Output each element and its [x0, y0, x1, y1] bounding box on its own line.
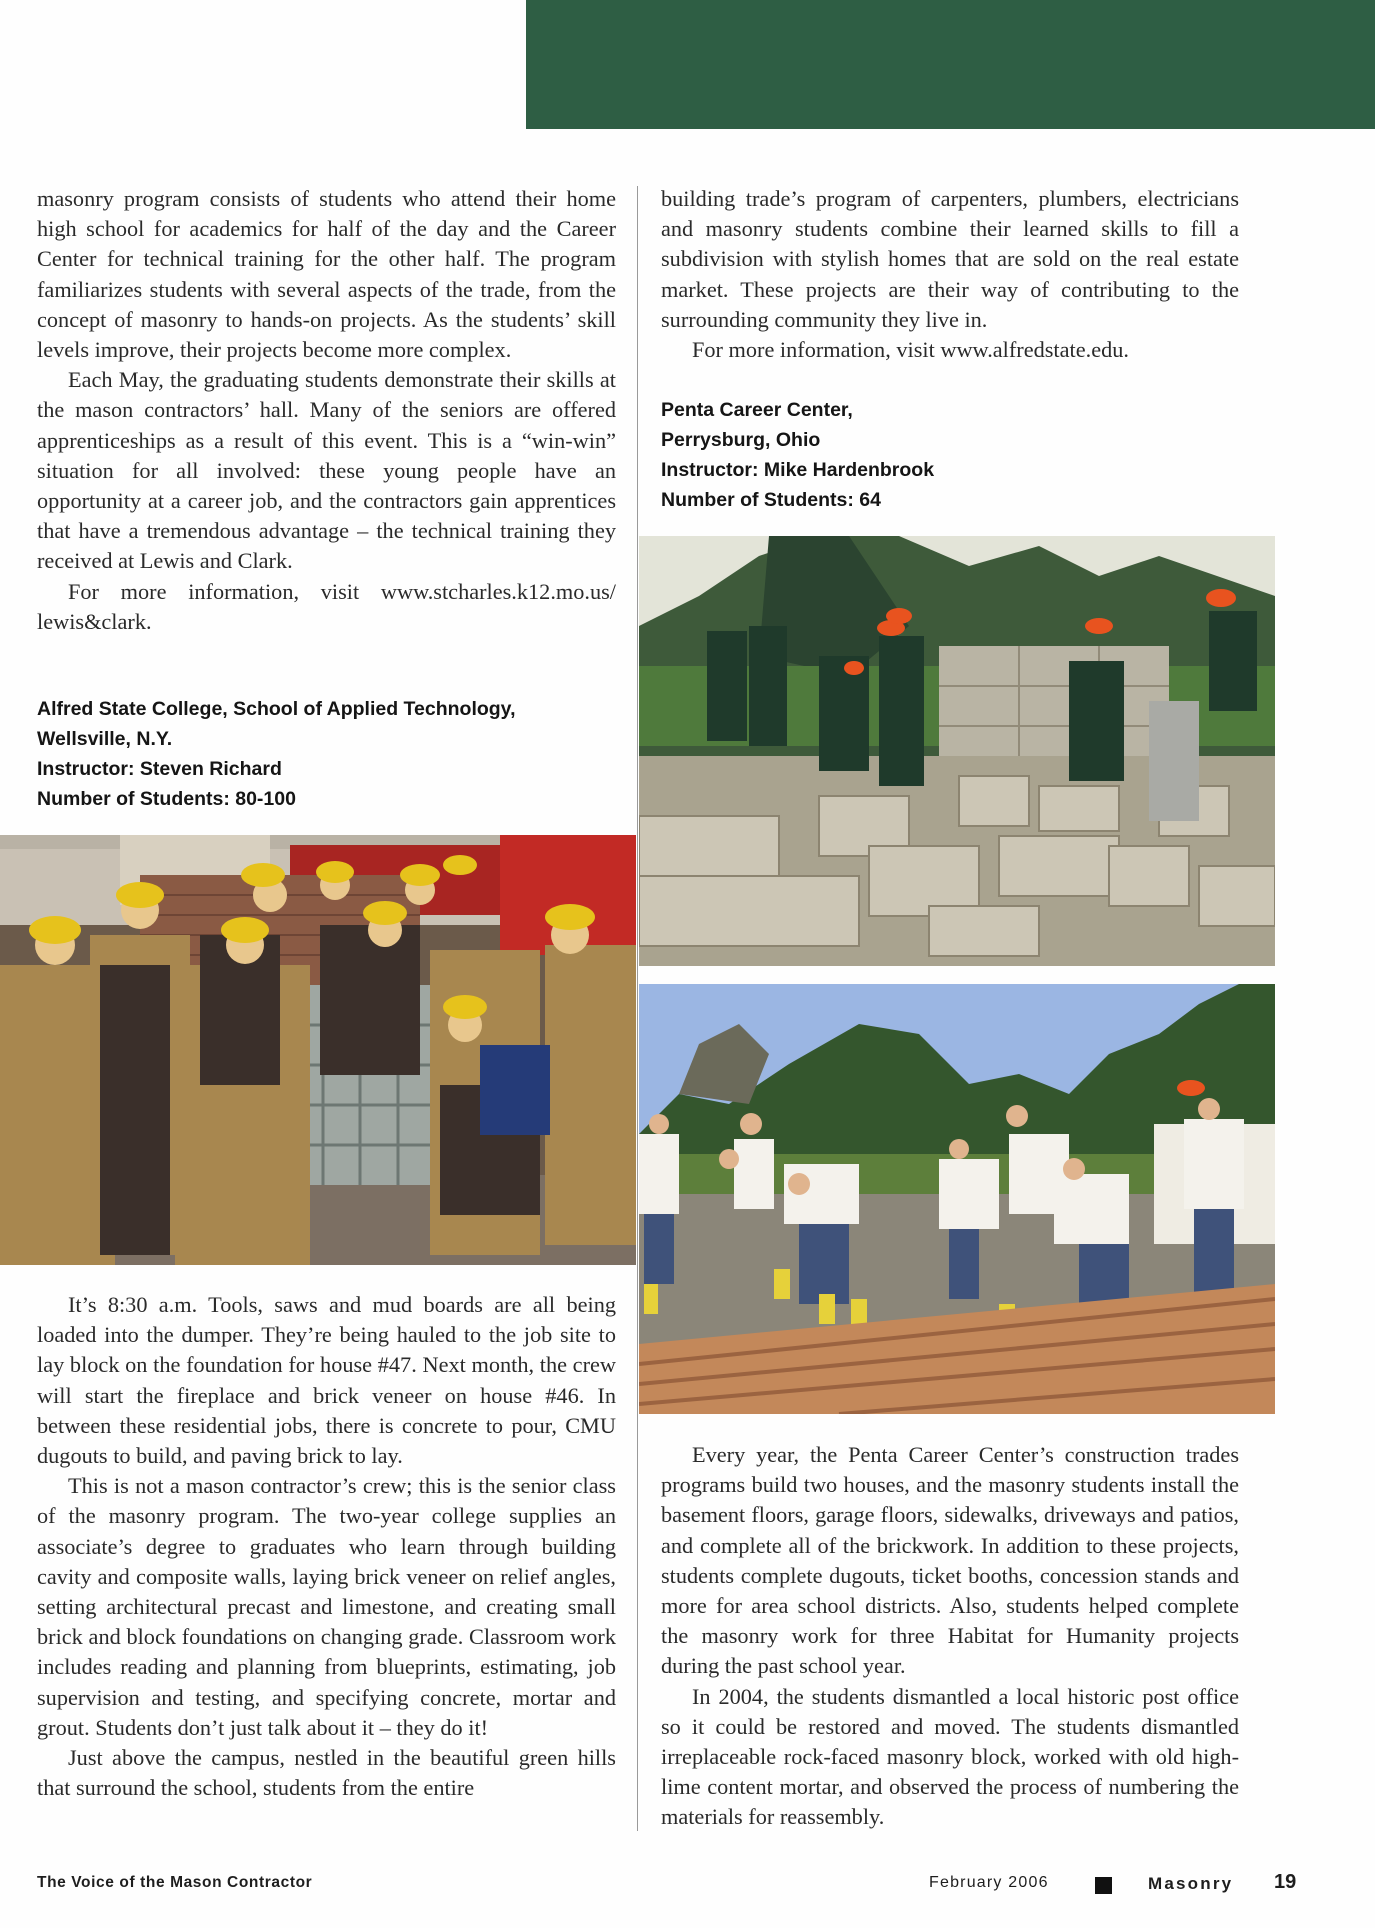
column-divider — [637, 186, 638, 1831]
heading-line: Alfred State College, School of Applied Technology, — [37, 698, 516, 720]
paragraph: For more information, visit www.stcharles.k12.mo.us/ lewis&clark. — [37, 578, 616, 634]
left-column-top-text — [37, 184, 616, 637]
paragraph: Just above the campus, nestled in the beautiful green hills that surround the school, students from the entire — [37, 1745, 616, 1801]
paragraph: Each May, the graduating students demonstrate their skills at the mason contractors’ hall. Many of the seniors are offered apprenticeships as a result of this event. This is a “win-win” situation for all involved: these young people have an opportunity at a career job, and the contractors gain apprentices that have a tremendous advantage – the technical training they received at Lewis and Clark. — [37, 367, 616, 574]
penta-concrete-finishing-photo — [639, 984, 1275, 1414]
paragraph: building trade’s program of carpenters, plumbers, electricians and masonry students combine their learned skills to fill a subdivision with stylish homes that are sold on the real estate market. These projects are their way of contributing to the surrounding community they live in. — [661, 186, 1239, 332]
penta-dismantling-block-photo — [639, 536, 1275, 966]
paragraph: For more information, visit www.alfredstate.edu. — [692, 337, 1129, 363]
alfred-class-group-photo — [0, 835, 636, 1265]
left-column-bottom-text — [37, 1290, 616, 1803]
alfred-state-heading — [37, 694, 516, 814]
paragraph: This is not a mason contractor’s crew; this is the senior class of the masonry program. The two-year college supplies an associate’s degree to graduates who learn through building cavity and composite walls, laying brick veneer on relief angles, setting architectural precast and limestone, and creating small brick and block foundations on changing grade. Classroom work includes reading and planning from blueprints, estimating, job supervision and testing, and specifying concrete, mortar and grout. Students don’t just talk about it – they do it! — [37, 1473, 616, 1740]
page-number: 19 — [1274, 1871, 1297, 1893]
heading-line: Number of Students: 64 — [661, 489, 881, 511]
penta-career-center-heading — [661, 395, 934, 515]
paragraph: masonry program consists of students who attend their home high school for academics for half of the day and the Career Center for technical training for the other half. The program familiarizes students with several aspects of the trade, from the concept of masonry to hands-on projects. As the students’ skill levels improve, their projects become more complex. — [37, 186, 616, 363]
right-column-top-text — [661, 184, 1239, 365]
paragraph: In 2004, the students dismantled a local historic post office so it could be restored and moved. The students dismantled irreplaceable rock-faced masonry block, worked with old high-lime content mortar, and observed the process of numbering the materials for reassembly. — [661, 1683, 1239, 1830]
right-column-bottom-text — [661, 1440, 1239, 1833]
header-color-band — [526, 0, 1375, 129]
footer-tagline: The Voice of the Mason Contractor — [37, 1874, 313, 1891]
footer-square-bullet — [1095, 1877, 1112, 1894]
footer-issue-date: February 2006 — [929, 1874, 1049, 1891]
heading-line: Penta Career Center, — [661, 399, 853, 421]
paragraph: Every year, the Penta Career Center’s construction trades programs build two houses, and the masonry students install the basement floors, garage floors, sidewalks, driveways and patios, and complete all of the brickwork. In addition to these projects, students complete dugouts, ticket booths, concession stands and more for area school districts. Also, students helped complete the masonry work for three Habitat for Humanity projects during the past school year. — [661, 1442, 1239, 1679]
heading-line: Perrysburg, Ohio — [661, 429, 821, 451]
heading-line: Wellsville, N.Y. — [37, 728, 173, 750]
heading-line: Instructor: Mike Hardenbrook — [661, 459, 935, 481]
heading-line: Number of Students: 80-100 — [37, 788, 296, 810]
heading-line: Instructor: Steven Richard — [37, 758, 282, 780]
footer-magazine-name: Masonry — [1148, 1874, 1234, 1893]
paragraph: It’s 8:30 a.m. Tools, saws and mud boards are all being loaded into the dumper. They’re being hauled to the job site to lay block on the foundation for house #47. Next month, the crew will start the fireplace and brick veneer on house #46. In between these residential jobs, there is concrete to pour, CMU dugouts to build, and paving brick to lay. — [37, 1292, 616, 1469]
